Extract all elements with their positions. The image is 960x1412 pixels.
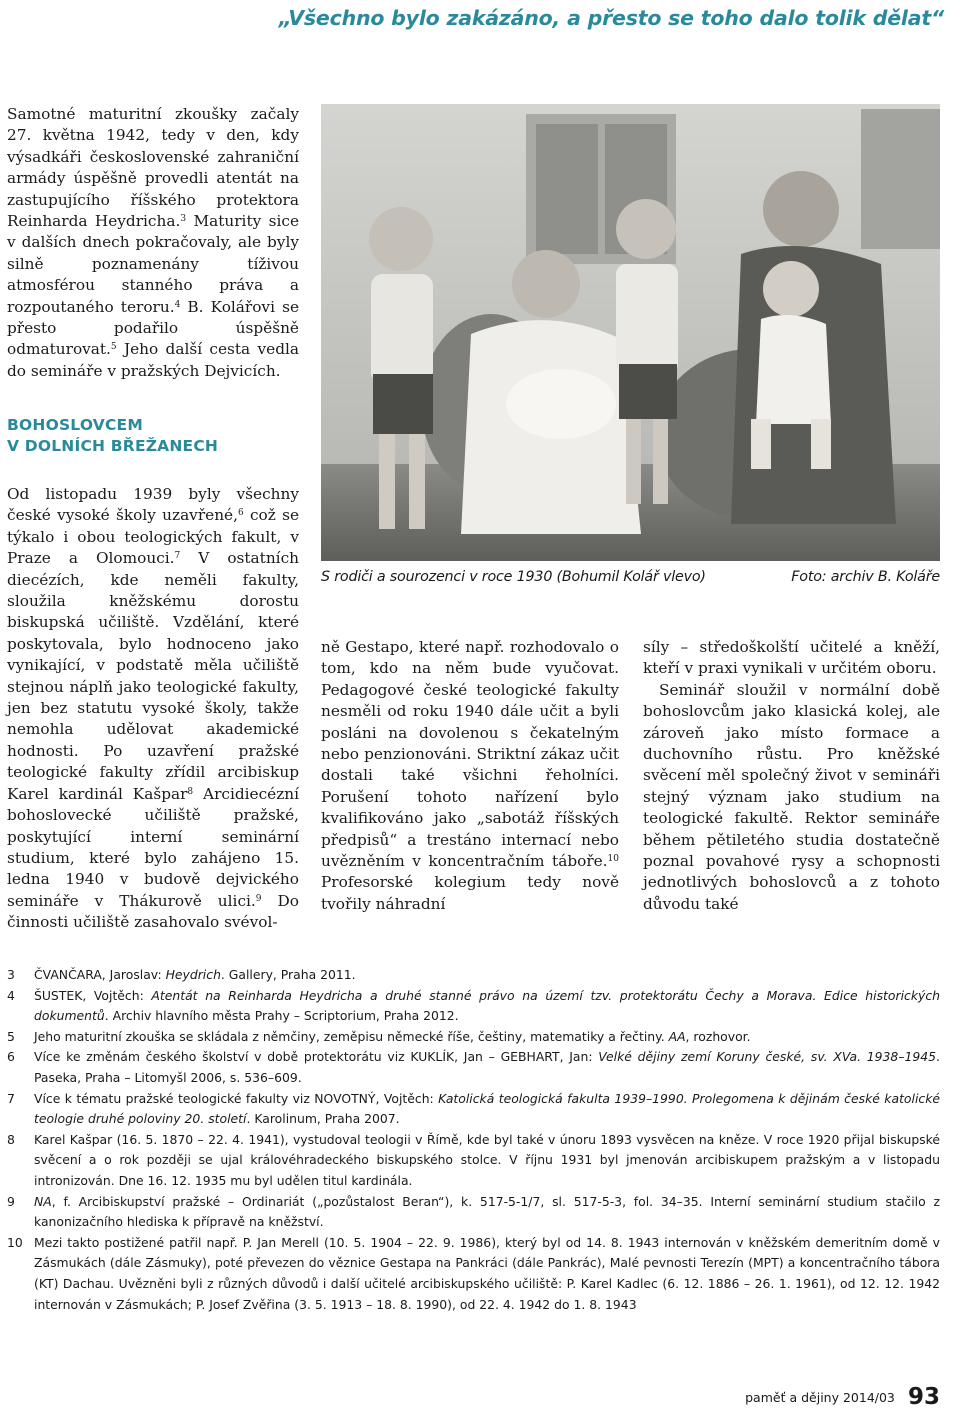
footnote-number: 7 bbox=[7, 1090, 15, 1106]
footnote bbox=[7, 1027, 940, 1048]
footnote-ref: 3 bbox=[180, 214, 187, 225]
footnote-text: ŠUSTEK, Vojtěch: Atentát na Reinharda Heydricha a druhé stanné právo na území tzv. protektorátu Čechy a Morava. Edice historických dokumentů. Archiv hlavního města Prahy – Scriptorium, Praha 2012. bbox=[34, 987, 940, 1024]
footnote-number: 3 bbox=[7, 967, 15, 982]
page-number: 93 bbox=[907, 1384, 940, 1410]
page-footer bbox=[745, 1384, 940, 1410]
footnote-number: 9 bbox=[7, 1193, 15, 1209]
footnote-text: ČVANČARA, Jaroslav: Heydrich. Gallery, Praha 2011. bbox=[34, 967, 356, 982]
footnote-text: Více k tématu pražské teologické fakulty viz NOVOTNÝ, Vojtěch: Katolická teologická fakulta 1939–1990. Prolegomena k dějinám české katolické teologie druhé poloviny 20. století. Karolinum, Praha 2007. bbox=[34, 1090, 940, 1127]
footnote-number: 6 bbox=[7, 1049, 15, 1065]
paragraph-schools-closed: Od listopadu 1939 byly všechny české vysoké školy uzavřené,$^6$ což se týkalo i obou teologických fakult, v Praze a Olomouci.$^7$ V ostatních diecézích, kde neměli fakulty, sloužila kněžskému dorostu biskupská učiliště. Vzdělání, které poskytovala, bylo hodnoceno jako vynikající, v podstatě měla učiliště stejnou náplň jako teologické fakulty, jen bez statutu vysoké školy, takže nemohla udělovat akademické hodnosti. Po uzavření pražské teologické fakulty zřídil arcibiskup Karel kardinál Kašpar$^8$ Arcidiecézní bohoslovecké učiliště pražské, poskytující interní seminární studium, které bylo zahájeno 15. ledna 1940 v budově dejvického semináře v Thákurově ulici.$^9$ Do činnosti učiliště zasahovalo svévol- bbox=[7, 485, 300, 932]
footnote-number: 8 bbox=[7, 1131, 15, 1147]
footnote-ref: 10 bbox=[607, 854, 619, 865]
footnote bbox=[7, 1130, 940, 1192]
italic-title: Velké dějiny zemí Koruny české, sv. XVa. 1938–1945 bbox=[598, 1049, 937, 1065]
family-photo bbox=[321, 104, 940, 561]
footnote bbox=[7, 1047, 940, 1088]
article-column-3 bbox=[643, 637, 940, 915]
footnote-ref: 9 bbox=[255, 893, 262, 904]
paragraph-gestapo: ně Gestapo, které např. rozhodovalo o tom, kdo na něm bude vyučovat. Pedagogové české teologické fakulty nesměli od roku 1940 dále učit a byli posláni na dovolenou s čekatelným nebo penzionováni. Striktní zákaz učit dostali také všichni řeholníci. Porušení tohoto nařízení bylo kvalifikováno jako „sabotáž říšských předpisů“ a trestáno internací nebo uvězněním v koncentračním tábořе.$^{10}$ Profesorské kolegium tedy nově tvořily náhradní bbox=[321, 638, 619, 913]
footnote-ref: 5 bbox=[110, 342, 117, 353]
paragraph-maturita: Samotné maturitní zkoušky začaly 27. května 1942, tedy v den, kdy výsadkáři československé zahraniční armády úspěšně provedli atentát na zastupujícího říšského protektora Reinharda Heydricha.$^3$ Maturity sice v dalších dnech pokračovaly, ale byly silně poznamenány tíživou atmosférou stanného práva a rozpoutaného teroru.$^4$ B. Kolářovi se přesto podařilo úspěšně odmaturovat.$^5$ Jeho další cesta vedla do semináře v pražských Dejvicích. bbox=[7, 105, 300, 380]
photo-credit: Foto: archiv B. Koláře bbox=[791, 569, 940, 585]
photo-caption: S rodiči a sourozenci v roce 1930 (Bohumil Kolář vlevo) bbox=[321, 569, 706, 585]
footnote-ref: 8 bbox=[187, 786, 194, 797]
footnote bbox=[7, 1233, 940, 1315]
article-column-1-top bbox=[7, 104, 299, 382]
section-heading-line-2: V DOLNÍCH BŘEŽANECH bbox=[7, 437, 219, 455]
article-column-1-bottom bbox=[7, 484, 299, 934]
journal-name: paměť a dějiny 2014/03 bbox=[745, 1390, 895, 1405]
footnote-text: Jeho maturitní zkouška se skládala z němčiny, zeměpisu německé říše, češtiny, matematiky a řečtiny. AA, rozhovor. bbox=[34, 1028, 751, 1044]
italic-title: Heydrich bbox=[165, 967, 221, 982]
footnote-text: NA, f. Arcibiskupství pražské – Ordinariát („pozůstalost Beran“), k. 517-5-1/7, sl. 517-5-3, fol. 34–35. Interní seminární studium stačilo z kanonizačního hlediska k přípravě na kněžství. bbox=[34, 1193, 940, 1230]
footnote-number: 5 bbox=[7, 1028, 15, 1044]
family-photo-illustration bbox=[321, 104, 940, 561]
footnote-ref: 6 bbox=[237, 508, 244, 519]
footnotes bbox=[7, 965, 940, 1315]
footnote-ref: 7 bbox=[174, 551, 181, 562]
italic-title: Katolická teologická fakulta 1939–1990. Prolegomena k dějinám české katolické teologie druhé poloviny 20. století bbox=[34, 1090, 940, 1127]
section-heading bbox=[7, 415, 299, 457]
footnote-text: Více ke změnám českého školství v době protektorátu viz KUKLÍK, Jan – GEBHART, Jan: Velké dějiny zemí Koruny české, sv. XVa. 1938–1945. Paseka, Praha – Litomyšl 2006, s. 536–609. bbox=[34, 1049, 940, 1085]
italic-title: AA bbox=[668, 1028, 686, 1044]
footnote-number: 4 bbox=[7, 987, 15, 1003]
footnote-number: 10 bbox=[7, 1234, 23, 1250]
section-heading-line-1: BOHOSLOVCEM bbox=[7, 416, 143, 434]
footnote bbox=[7, 965, 940, 986]
paragraph-seminary: Seminář sloužil v normální době bohoslovcům jako klasická kolej, ale zároveň jako místo formace a duchovního růstu. Pro kněžské svěcení měl společný život v semináři stejný význam jako studium na teologické fakultě. Rektor semináře během pětiletého studia dostatečně poznal povahové rysy a schopnosti jednotlivých bohoslovců a z tohoto důvodu také bbox=[643, 680, 940, 913]
italic-title: NA bbox=[34, 1193, 52, 1209]
footnote-ref: 4 bbox=[174, 299, 181, 310]
article-column-2 bbox=[321, 637, 619, 915]
footnote-text: Karel Kašpar (16. 5. 1870 – 22. 4. 1941), vystudoval teologii v Římě, kde byl také v únoru 1893 vysvěcen na kněze. V roce 1920 přijal biskupské svěcení a o rok později se ujal královéhradeckého biskupského stolce. V říjnu 1931 byl jmenován arcibiskupem pražským a v listopadu intronizován. Dne 16. 12. 1935 mu byl udělen titul kardinála. bbox=[34, 1131, 940, 1188]
footnote bbox=[7, 986, 940, 1027]
running-header-title: „Všechno bylo zakázáno, a přesto se toho dalo tolik dělat“ bbox=[278, 6, 944, 30]
italic-title: Atentát na Reinharda Heydricha a druhé stanné právo na území tzv. protektorátu Čechy a Morava. Edice historických dokumentů bbox=[34, 987, 940, 1024]
paragraph-teachers: síly – středoškolští učitelé a kněží, kteří v praxi vynikali v určitém oboru. bbox=[643, 638, 940, 678]
footnote-text: Mezi takto postižené patřil např. P. Jan Merell (10. 5. 1904 – 22. 9. 1986), který byl od 14. 8. 1943 internován v kněžském demeritním domě v Zásmukách (dále Zásmuky), poté převezen do věznice Gestapa na Pankráci (dále Pankrác), Malé pevnosti Terezín (MPT) a koncentračního tábora (KT) Dachau. Uvězněni byli z různých důvodů i další učitelé arcibiskupského učiliště: P. Karel Kadlec (6. 12. 1886 – 26. 1. 1961), od 12. 12. 1942 internován v Zásmukách; P. Josef Zvěřina (3. 5. 1913 – 18. 8. 1990), od 22. 4. 1942 do 1. 8. 1943 bbox=[34, 1234, 940, 1312]
footnote bbox=[7, 1192, 940, 1233]
footnote bbox=[7, 1089, 940, 1130]
